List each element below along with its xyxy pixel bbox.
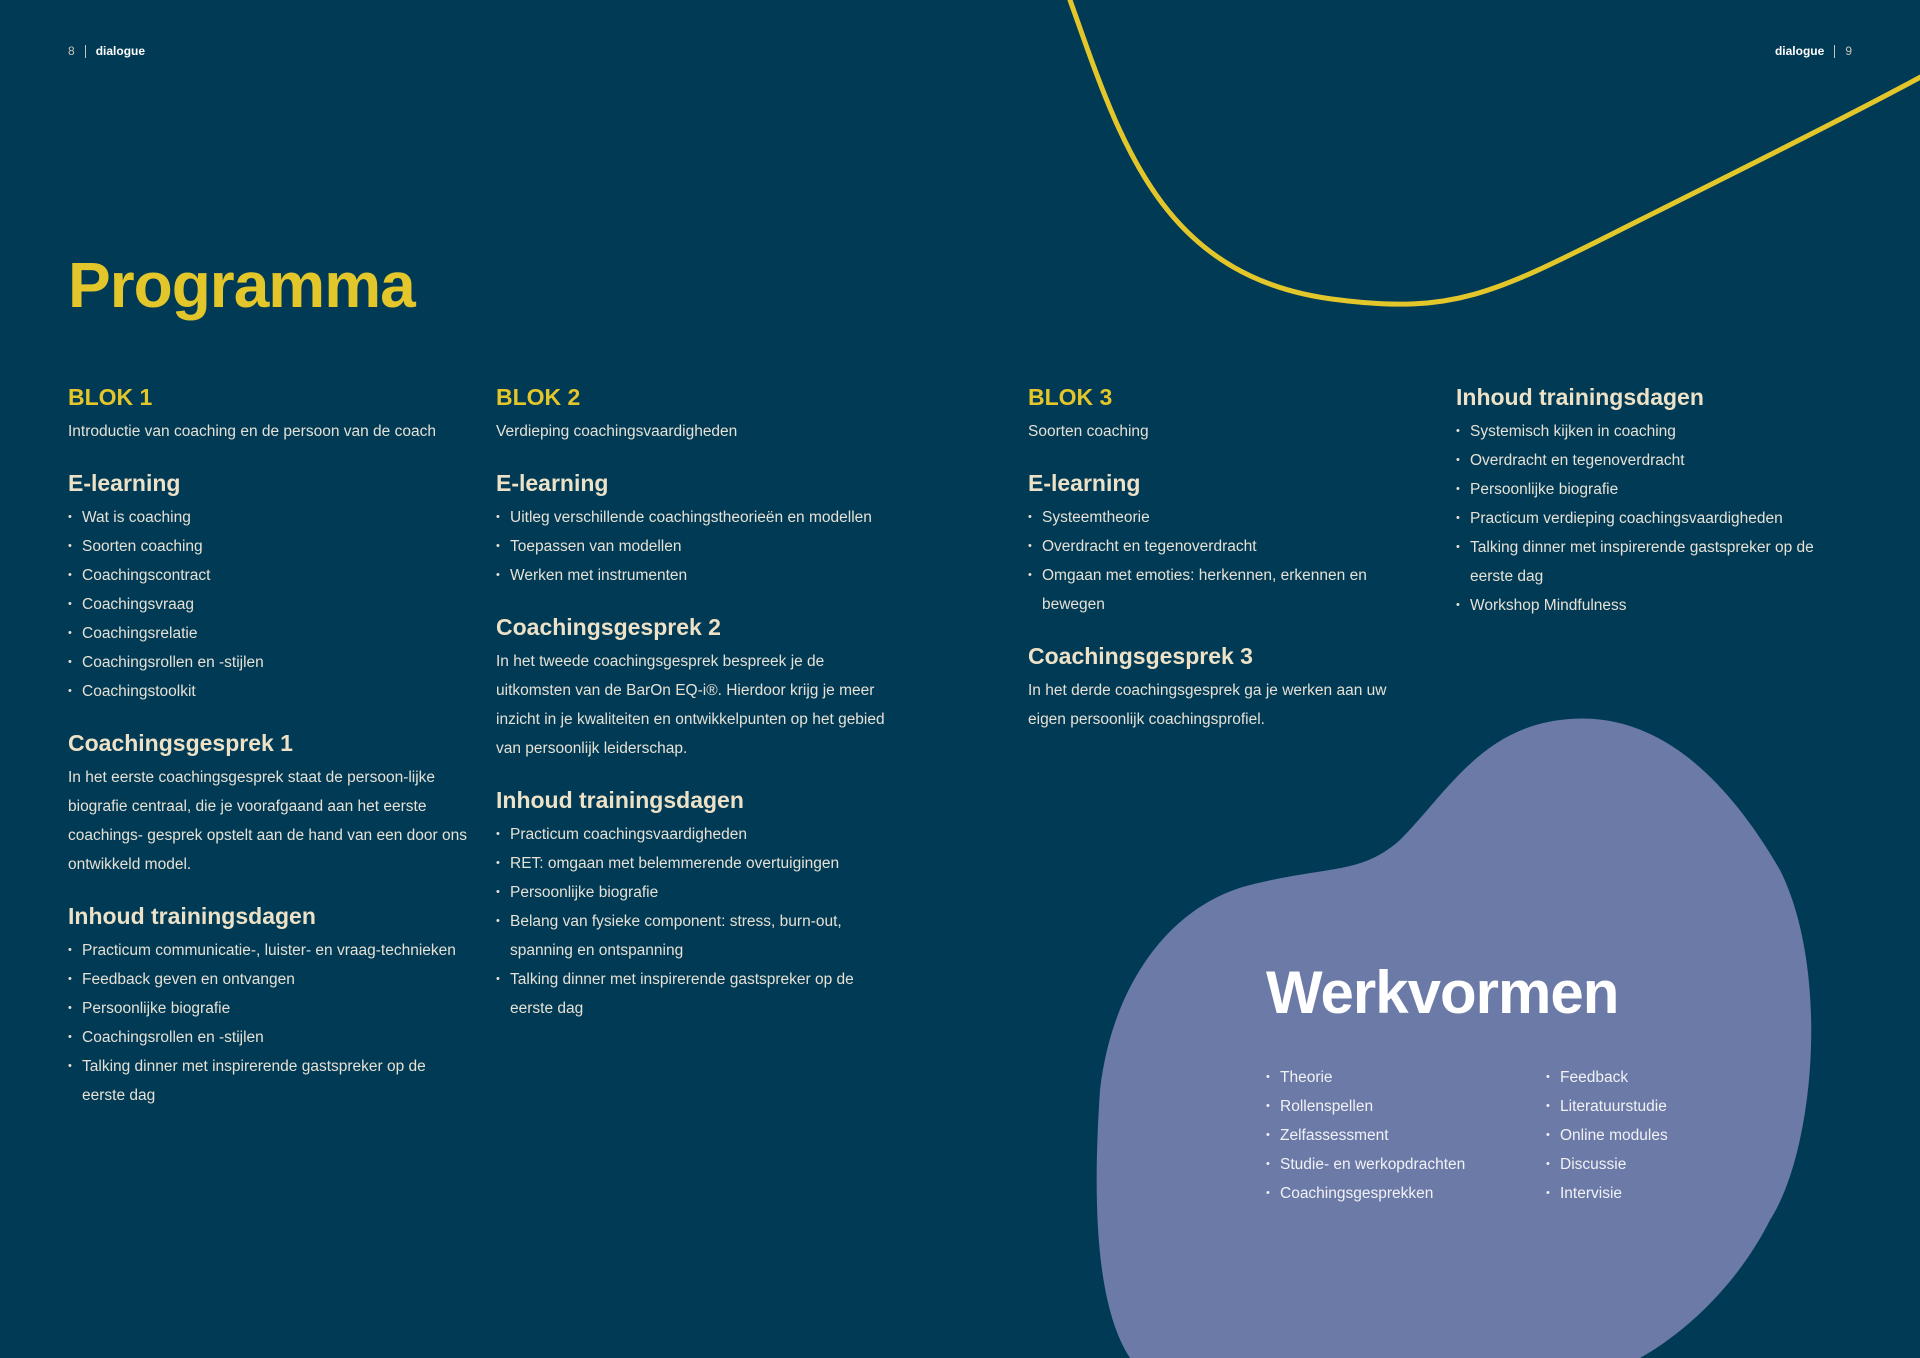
list-item: • Toepassen van modellen xyxy=(496,532,896,561)
list-item: • Discussie xyxy=(1546,1150,1668,1179)
list-item: • Workshop Mindfulness xyxy=(1456,591,1856,620)
list-item: • Belang van fysieke component: stress, burn-out, spanning en ontspanning xyxy=(496,907,896,965)
list-item: • Omgaan met emoties: herkennen, erkennen en bewegen xyxy=(1028,561,1428,619)
list-item: • Systemisch kijken in coaching xyxy=(1456,417,1856,446)
list-item: • Overdracht en tegenoverdracht xyxy=(1028,532,1428,561)
list-item: • Soorten coaching xyxy=(68,532,468,561)
list-item: • Werken met instrumenten xyxy=(496,561,896,590)
list-item: • Coachingsgesprekken xyxy=(1266,1179,1465,1208)
blok1-inhoud-heading: Inhoud trainingsdagen xyxy=(68,903,316,929)
list-item: • RET: omgaan met belemmerende overtuigingen xyxy=(496,849,896,878)
blok2-elearning-list xyxy=(496,503,896,590)
magazine-name-right: dialogue xyxy=(1774,44,1825,58)
list-item: • Uitleg verschillende coachingstheorieën en modellen xyxy=(496,503,896,532)
werkvormen-title: Werkvormen xyxy=(1266,959,1619,1026)
list-item: • Feedback geven en ontvangen xyxy=(68,965,468,994)
blok1-gesprek-heading: Coachingsgesprek 1 xyxy=(68,730,293,756)
list-item: • Coachingsvraag xyxy=(68,590,468,619)
list-item: • Coachingsrelatie xyxy=(68,619,468,648)
blok2-elearning-heading: E-learning xyxy=(496,470,609,496)
list-item: • Practicum communicatie-, luister- en vraag-technieken xyxy=(68,936,468,965)
blok3-subtitle: Soorten coaching xyxy=(1028,423,1149,440)
blok1-subtitle: Introductie van coaching en de persoon van de coach xyxy=(68,423,436,440)
list-item: • Persoonlijke biografie xyxy=(496,878,896,907)
page-number-right: 9 xyxy=(1845,44,1852,58)
list-item: • Rollenspellen xyxy=(1266,1092,1465,1121)
list-item: • Systeemtheorie xyxy=(1028,503,1428,532)
blok2-inhoud-heading: Inhoud trainingsdagen xyxy=(496,787,744,813)
list-item: • Talking dinner met inspirerende gastspreker op de eerste dag xyxy=(68,1052,468,1110)
blok3-column xyxy=(1028,384,1428,734)
blok3-gesprek-heading: Coachingsgesprek 3 xyxy=(1028,643,1253,669)
blok2-column xyxy=(496,384,896,1023)
folio-divider xyxy=(85,45,86,58)
blok1-elearning-list xyxy=(68,503,468,706)
blok2-subtitle: Verdieping coachingsvaardigheden xyxy=(496,423,738,440)
blok1-elearning-heading: E-learning xyxy=(68,470,181,496)
blok3-inhoud-column xyxy=(1456,384,1856,620)
list-item: • Zelfassessment xyxy=(1266,1121,1465,1150)
page-number-left: 8 xyxy=(68,44,75,58)
blok3-title: BLOK 3 xyxy=(1028,384,1113,410)
list-item: • Coachingscontract xyxy=(68,561,468,590)
folio-divider xyxy=(1834,45,1835,58)
list-item: • Intervisie xyxy=(1546,1179,1668,1208)
list-item: • Talking dinner met inspirerende gastspreker op de eerste dag xyxy=(1456,533,1856,591)
list-item: • Online modules xyxy=(1546,1121,1668,1150)
blok1-inhoud-list xyxy=(68,936,468,1110)
page-title: Programma xyxy=(68,249,415,321)
list-item: • Coachingstoolkit xyxy=(68,677,468,706)
blok3-inhoud-heading: Inhoud trainingsdagen xyxy=(1456,384,1704,410)
blok1-column xyxy=(68,384,468,1110)
list-item: • Wat is coaching xyxy=(68,503,468,532)
blok3-elearning-list xyxy=(1028,503,1428,619)
list-item: • Coachingsrollen en -stijlen xyxy=(68,648,468,677)
blok2-inhoud-list xyxy=(496,820,896,1023)
magazine-name-left: dialogue xyxy=(95,44,146,58)
folio-left xyxy=(68,44,145,58)
list-item: • Literatuurstudie xyxy=(1546,1092,1668,1121)
list-item: • Theorie xyxy=(1266,1063,1465,1092)
blok1-title: BLOK 1 xyxy=(68,384,153,410)
blok2-title: BLOK 2 xyxy=(496,384,581,410)
list-item: • Studie- en werkopdrachten xyxy=(1266,1150,1465,1179)
list-item: • Persoonlijke biografie xyxy=(68,994,468,1023)
werkvormen-list-right xyxy=(1546,1063,1668,1208)
blok2-gesprek-text: In het tweede coachingsgesprek bespreek je de uitkomsten van de BarOn EQ-i®. Hierdoor krijg je meer inzicht in je kwaliteiten en ontwikkelpunten op het gebied van persoonlijk leiderschap. xyxy=(496,653,885,757)
blok2-gesprek-heading: Coachingsgesprek 2 xyxy=(496,614,721,640)
list-item: • Feedback xyxy=(1546,1063,1668,1092)
list-item: • Talking dinner met inspirerende gastspreker op de eerste dag xyxy=(496,965,896,1023)
blok3-gesprek-text: In het derde coachingsgesprek ga je werken aan uw eigen persoonlijk coachingsprofiel. xyxy=(1028,682,1387,728)
werkvormen-list-left xyxy=(1266,1063,1465,1208)
blok3-elearning-heading: E-learning xyxy=(1028,470,1141,496)
list-item: • Persoonlijke biografie xyxy=(1456,475,1856,504)
list-item: • Coachingsrollen en -stijlen xyxy=(68,1023,468,1052)
folio-right xyxy=(1775,44,1852,58)
blok3-inhoud-list xyxy=(1456,417,1856,620)
list-item: • Overdracht en tegenoverdracht xyxy=(1456,446,1856,475)
list-item: • Practicum coachingsvaardigheden xyxy=(496,820,896,849)
blok1-gesprek-text: In het eerste coachingsgesprek staat de persoon-lijke biografie centraal, die je voorafgaand aan het eerste coachings- gesprek opstelt aan de hand van een door ons ontwikkeld model. xyxy=(68,769,467,873)
list-item: • Practicum verdieping coachingsvaardigheden xyxy=(1456,504,1856,533)
